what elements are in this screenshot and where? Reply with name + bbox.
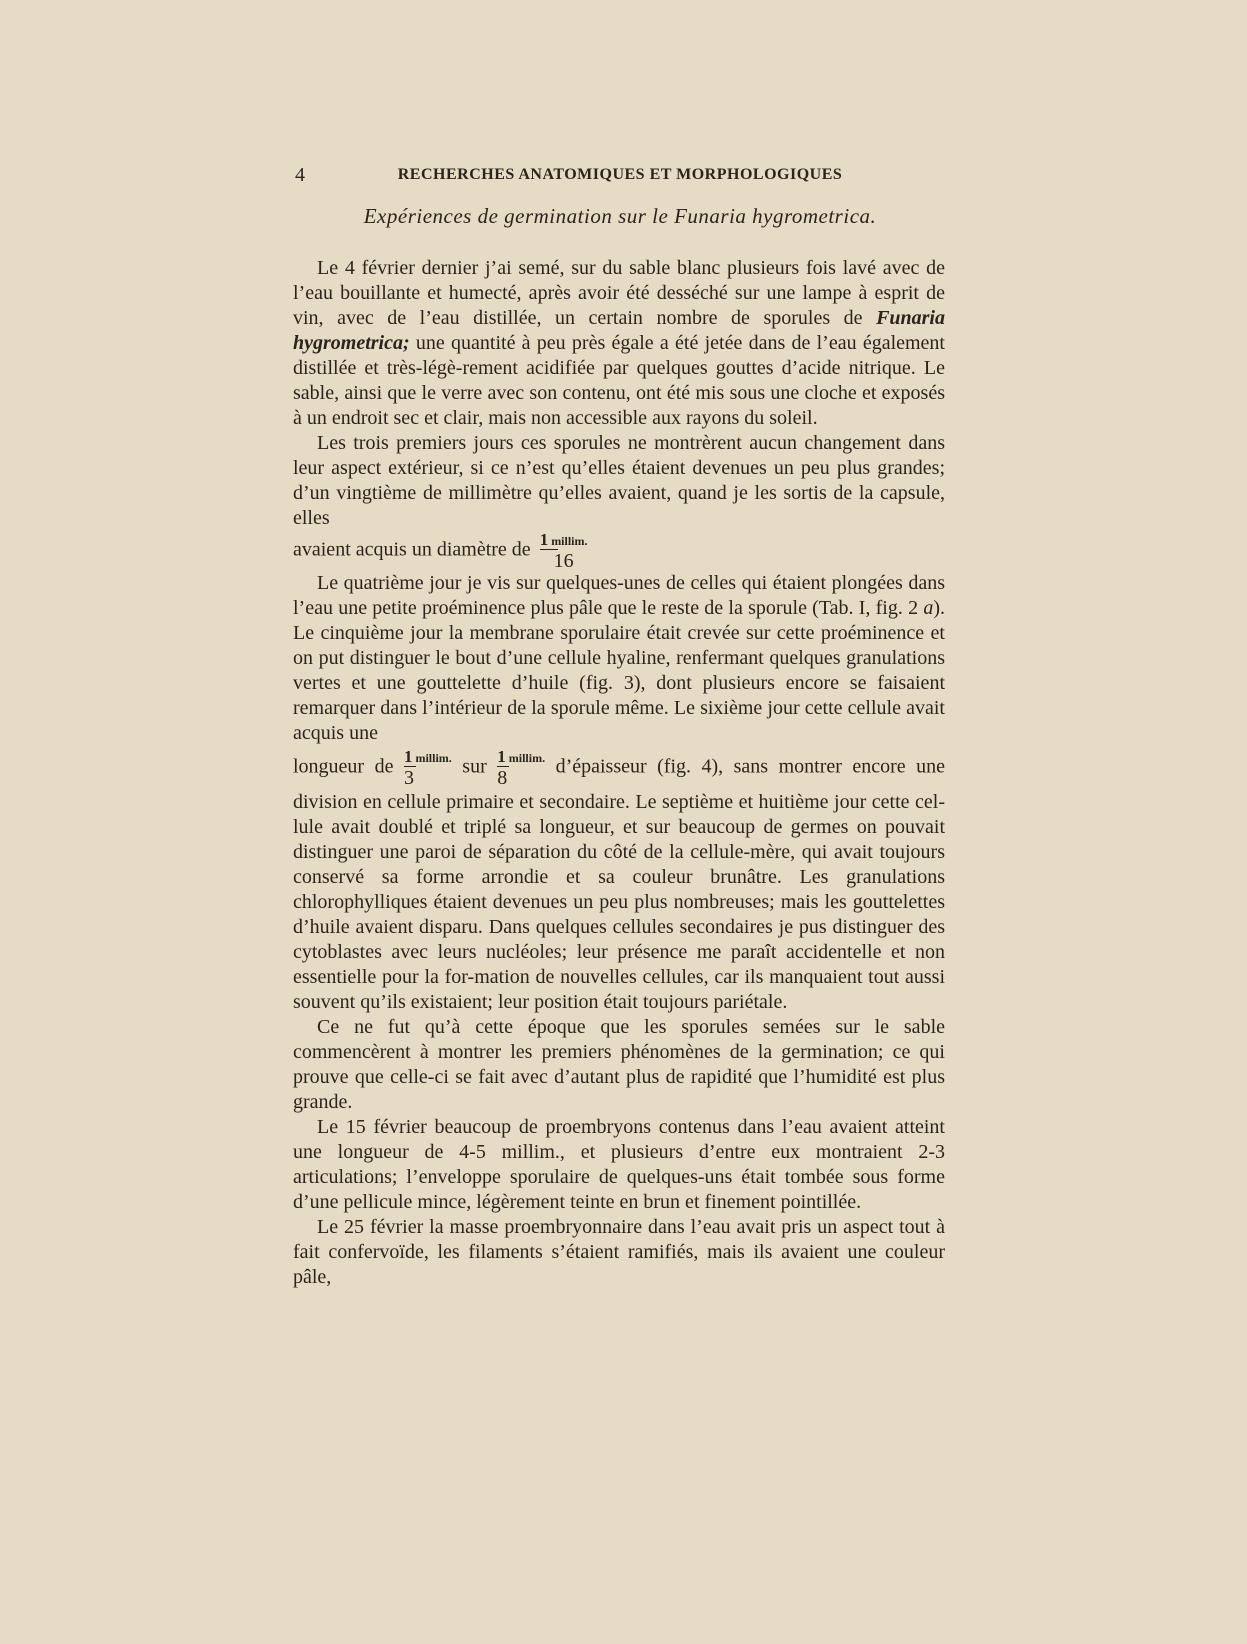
paragraph-3-part-c: division en cellule primaire et secondaire. Le septième et huitième jour cette cel-lule avait doublé et triplé sa longueur, et sur beaucoup de germes on pouvait distinguer une paroi de séparation du côté de la cellule-mère, qui avait toujours conservé sa forme arrondie et sa couleur brunâtre. Les granulations chlorophylliques étaient devenues un peu plus nombreuses; mais les gouttelettes d’huile avaient disparu. Dans quelques cellules secondaires je pus distinguer des cytoblastes avec leurs nucléoles; leur présence me paraît accidentelle et non essentielle pour la for-mation de nouvelles cellules, car ils manquaient tout aussi souvent qu’ils existaient; leur position était toujours pariétale. bbox=[293, 791, 945, 1013]
section-title: Expériences de germination sur le Funaria hygrometrica. bbox=[363, 204, 877, 228]
species-name: Funaria hygrometrica; bbox=[293, 307, 945, 354]
fraction-unit: millim. bbox=[551, 534, 588, 548]
paragraph-5 bbox=[293, 1115, 945, 1215]
paragraph-2-text: Les trois premiers jours ces sporules ne montrèrent aucun changement dans leur aspect extérieur, si ce n’est qu’elles étaient devenues un peu plus grandes; d’un vingtième de millimètre qu’elles avaient, quand je les sortis de la capsule, elles bbox=[293, 432, 945, 529]
paragraph-1-part-b: une quantité à peu près égale a été jetée dans de l’eau également distillée et très-légè-rement acidifiée par quelques gouttes d’acide nitrique. Le sable, ainsi que le verre avec son contenu, ont été mis sous une cloche et exposés à un endroit sec et clair, mais non accessible aux rayons du soleil. bbox=[293, 332, 945, 429]
fraction-denominator: 8 bbox=[497, 767, 508, 789]
running-title: RECHERCHES ANATOMIQUES ET MORPHOLOGIQUES bbox=[397, 166, 843, 183]
sur-text: sur bbox=[462, 755, 487, 778]
thickness-fraction bbox=[497, 748, 545, 788]
fraction-denominator: 3 bbox=[403, 767, 414, 789]
fraction-numerator: 1 bbox=[539, 530, 549, 549]
paragraph-2-fraction-line bbox=[293, 531, 945, 571]
diameter-text: avaient acquis un diamètre de bbox=[293, 538, 531, 561]
paragraph-4 bbox=[293, 1015, 945, 1115]
fraction-denominator: 16 bbox=[553, 550, 574, 572]
paragraph-4-text: Ce ne fut qu’à cette époque que les sporules semées sur le sable commencèrent à montrer les premiers phénomènes de la germination; ce qui prouve que celle-ci se fait avec d’autant plus de rapidité que l’humidité est plus grande. bbox=[293, 1016, 945, 1113]
length-fraction bbox=[404, 748, 452, 788]
paragraph-5-text: Le 15 février beaucoup de proembryons contenus dans l’eau avaient atteint une longueur de 4-5 millim., et plusieurs d’entre eux montraient 2-3 articulations; l’enveloppe sporulaire de quelques-uns était tombée sous forme d’une pellicule mince, légèrement teinte en brun et finement pointillée. bbox=[293, 1116, 945, 1213]
paragraph-3-continued bbox=[293, 790, 945, 1015]
page-number: 4 bbox=[295, 164, 306, 186]
paragraph-3-part-a: Le quatrième jour je vis sur quelques-unes de celles qui étaient plongées dans l’eau une petite proéminence plus pâle que le reste de la sporule (Tab. I, fig. 2 bbox=[293, 572, 945, 619]
paragraph-1 bbox=[293, 256, 945, 431]
paragraph-6 bbox=[293, 1215, 945, 1290]
paragraph-3-fraction-line bbox=[293, 748, 945, 788]
fraction-unit: millim. bbox=[415, 751, 452, 765]
diameter-fraction bbox=[540, 531, 588, 571]
fraction-numerator: 1 bbox=[403, 747, 413, 766]
fraction-unit: millim. bbox=[508, 751, 546, 765]
figure-letter: a bbox=[923, 597, 934, 619]
paragraph-3 bbox=[293, 571, 945, 746]
body-text bbox=[293, 256, 945, 1290]
length-text: longueur de bbox=[293, 755, 394, 778]
paragraph-3-part-b: Le cinquième jour la membrane sporulaire était crevée sur cette proéminence et on put distinguer le bout d’une cellule hyaline, renfermant quelques granulations vertes et une gouttelette d’huile (fig. 3), dont plusieurs encore se faisaient remarquer dans l’intérieur de la sporule même. Le sixième jour cette cellule avait acquis une bbox=[293, 622, 945, 744]
paragraph-3-part-a-end: ). bbox=[933, 597, 945, 619]
paragraph-2 bbox=[293, 431, 945, 531]
paragraph-6-text: Le 25 février la masse proembryonnaire dans l’eau avait pris un aspect tout à fait confervoïde, les filaments s’étaient ramifiés, mais ils avaient une couleur pâle, bbox=[293, 1216, 945, 1288]
fraction-numerator: 1 bbox=[497, 747, 506, 766]
thickness-text: d’épaisseur (fig. 4), sans montrer encore une bbox=[555, 755, 946, 778]
paragraph-1-part-a: Le 4 février dernier j’ai semé, sur du sable blanc plusieurs fois lavé avec de l’eau bouillante et humecté, après avoir été desséché sur une lampe à esprit de vin, avec de l’eau distillée, un certain nombre de sporules de bbox=[293, 257, 945, 329]
running-header bbox=[295, 164, 945, 188]
